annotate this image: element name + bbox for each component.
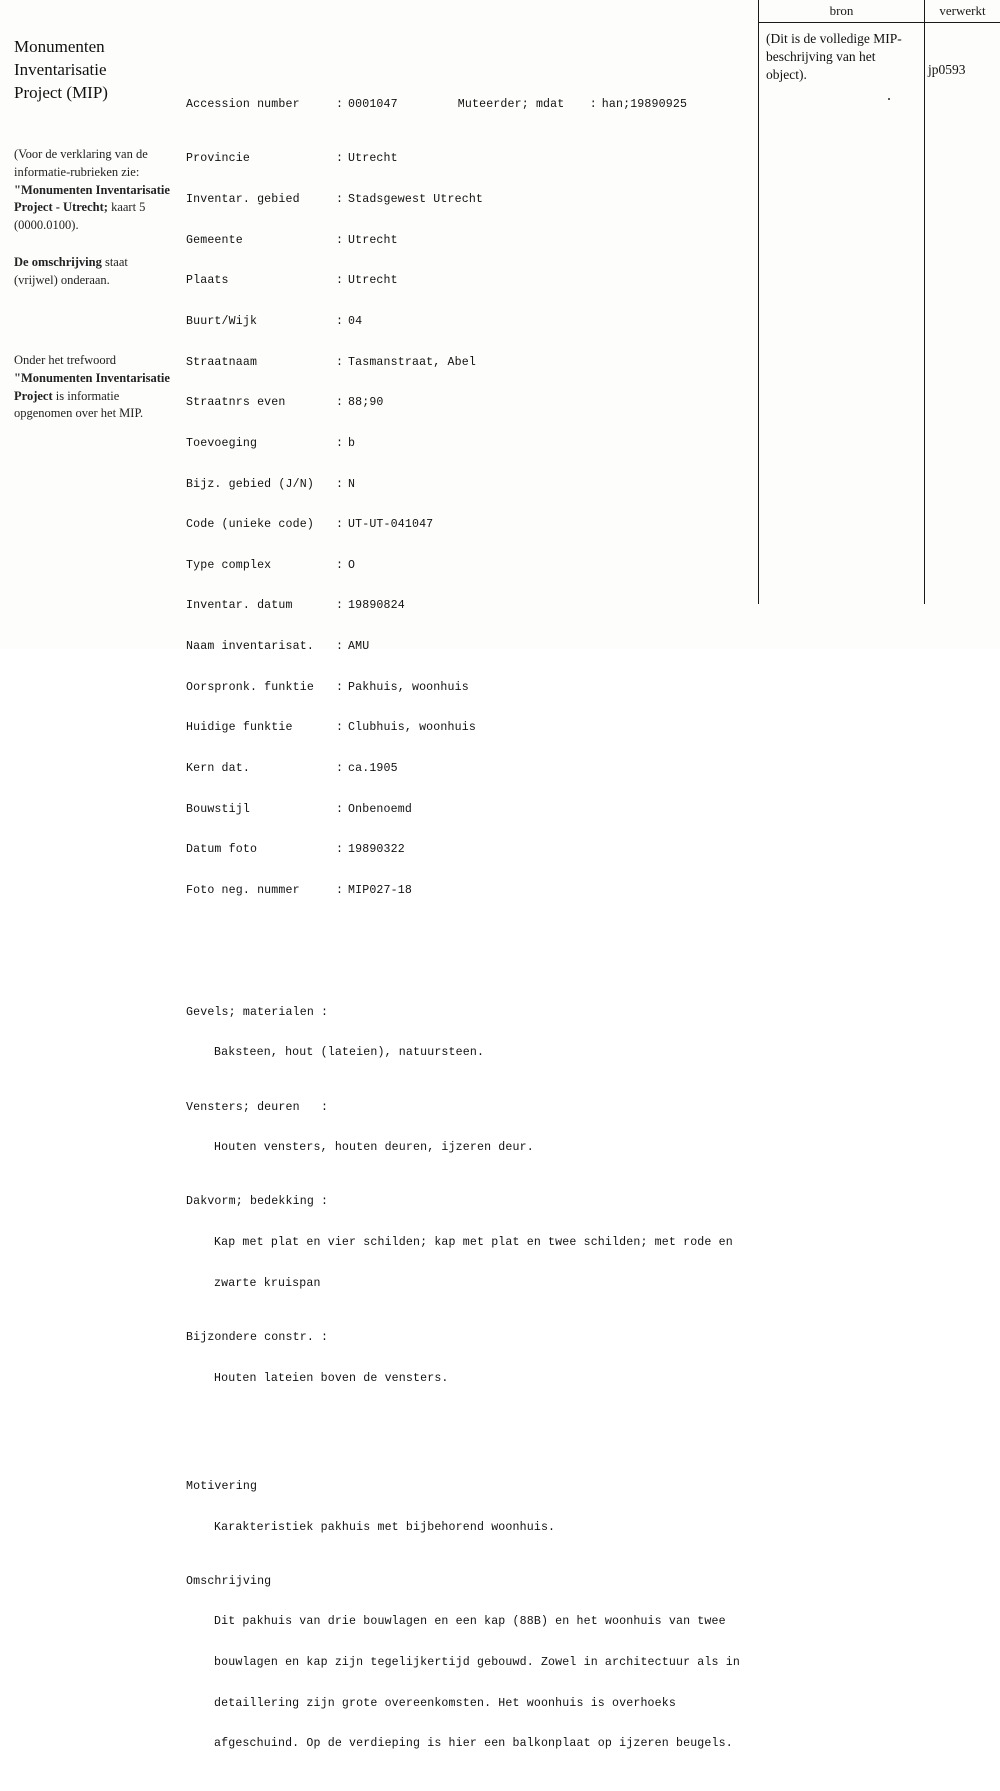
- field-label: Bijz. gebied (J/N): [186, 477, 314, 491]
- field-label: Plaats: [186, 274, 229, 288]
- page-title: [14, 36, 172, 105]
- record-field-row: [186, 518, 746, 532]
- field-separator: :: [336, 680, 344, 694]
- field-separator: :: [336, 396, 344, 410]
- field-label: Naam inventarisat.: [186, 640, 314, 654]
- record-field-row: [186, 315, 746, 329]
- record-field-row: [186, 152, 746, 166]
- omschrijving-line: afgeschuind. Op de verdieping is hier een balkonplaat op ijzeren beugels.: [214, 1737, 733, 1751]
- note-keyword-bold: "Monumenten Inventarisatie Project: [14, 370, 170, 403]
- field-separator: :: [336, 640, 344, 654]
- field-label: Straatnrs even: [186, 396, 286, 410]
- record-field-row: [186, 274, 746, 288]
- field-separator: :: [336, 761, 344, 775]
- record-field-row: [186, 356, 746, 370]
- record-field-row: [186, 681, 746, 695]
- field-value: Pakhuis, woonhuis: [348, 680, 469, 694]
- field-value: Utrecht: [348, 152, 398, 166]
- spacer: [186, 938, 746, 952]
- field-label: Type complex: [186, 558, 272, 572]
- sidebar-table: [758, 0, 1000, 604]
- note-description: [14, 254, 170, 290]
- record-field-row: [186, 640, 746, 654]
- field-separator: :: [336, 477, 344, 491]
- field-separator: :: [336, 843, 344, 857]
- field-value: Stadsgewest Utrecht: [348, 193, 484, 207]
- record-field-row: [186, 721, 746, 735]
- column-header-verwerkt: verwerkt: [939, 3, 986, 18]
- table-header-rule: [758, 22, 1000, 23]
- record-field-row: [186, 762, 746, 776]
- field-label: Provincie: [186, 152, 250, 166]
- note-explanation: [14, 146, 170, 235]
- record-body: [186, 44, 746, 1791]
- mutation-label: Muteerder; mdat: [457, 98, 565, 112]
- record-field-row: [186, 193, 746, 207]
- note-keyword-tail: is informatie opgenomen over het MIP.: [14, 388, 144, 421]
- spacer: [186, 1426, 746, 1440]
- note-explanation-bold: "Monumenten Inventarisatie Project - Utrecht;: [14, 182, 170, 215]
- field-label: Inventar. gebied: [186, 193, 300, 207]
- omschrijving-line: bouwlagen en kap zijn tegelijkertijd gebouwd. Zowel in architectuur als in: [214, 1655, 740, 1669]
- record-field-row: [186, 98, 746, 112]
- field-separator: :: [336, 883, 344, 897]
- record-field-row: [186, 478, 746, 492]
- field-value: Clubhuis, woonhuis: [348, 721, 476, 735]
- verwerkt-cell-value: jp0593: [928, 62, 966, 77]
- field-value: 19890322: [348, 843, 405, 857]
- page-title-line-3: Project (MIP): [14, 82, 108, 102]
- bron-cell-text: (Dit is de volledige MIP-beschrijving van het object).: [766, 31, 902, 83]
- motivering-line: Karakteristiek pakhuis met bijbehorend woonhuis.: [214, 1520, 556, 1534]
- note-explanation-tail: kaart 5 (0000.0100).: [14, 200, 146, 232]
- field-separator: :: [336, 314, 344, 328]
- section-line: Baksteen, hout (lateien), natuursteen.: [214, 1046, 485, 1060]
- page-title-line-2: Inventarisatie: [14, 59, 107, 79]
- field-separator: :: [336, 518, 344, 532]
- field-label: Buurt/Wijk: [186, 314, 258, 328]
- section-heading: Vensters; deuren :: [186, 1100, 329, 1114]
- section-line: Houten vensters, houten deuren, ijzeren deur.: [214, 1141, 534, 1155]
- table-vertical-rule-middle: [924, 0, 925, 604]
- field-value: ca.1905: [348, 761, 398, 775]
- field-separator: :: [336, 436, 344, 450]
- record-field-row: [186, 803, 746, 817]
- field-separator: :: [336, 274, 344, 288]
- field-separator: :: [336, 152, 344, 166]
- field-label: Inventar. datum: [186, 599, 293, 613]
- record-field-row: [186, 599, 746, 613]
- field-value: Onbenoemd: [348, 802, 412, 816]
- section-line: zwarte kruispan: [214, 1276, 321, 1290]
- record-field-row: [186, 437, 746, 451]
- field-label: Straatnaam: [186, 355, 258, 369]
- field-separator: :: [336, 558, 344, 572]
- record-field-row: [186, 843, 746, 857]
- note-keyword: [14, 352, 170, 423]
- note-description-bold: De omschrijving: [14, 255, 102, 269]
- field-value: 04: [348, 314, 363, 328]
- page-title-line-1: Monumenten: [14, 37, 105, 56]
- field-value: 19890824: [348, 599, 405, 613]
- section-line: Kap met plat en vier schilden; kap met plat en twee schilden; met rode en: [214, 1236, 733, 1250]
- omschrijving-heading: Omschrijving: [186, 1574, 272, 1588]
- field-label: Accession number: [186, 98, 300, 112]
- field-separator: :: [336, 193, 344, 207]
- field-separator: :: [336, 599, 344, 613]
- record-field-row: [186, 234, 746, 248]
- field-label: Kern dat.: [186, 761, 250, 775]
- field-value: Utrecht: [348, 274, 398, 288]
- column-header-bron: bron: [829, 3, 854, 18]
- section-heading: Gevels; materialen :: [186, 1005, 329, 1019]
- section-heading: Bijzondere constr. :: [186, 1330, 329, 1344]
- field-label: Huidige funktie: [186, 721, 293, 735]
- field-separator: :: [336, 802, 344, 816]
- field-value: Utrecht: [348, 233, 398, 247]
- record-field-row: [186, 559, 746, 573]
- field-value: MIP027-18: [348, 883, 412, 897]
- field-value: 88;90: [348, 396, 384, 410]
- omschrijving-line: Dit pakhuis van drie bouwlagen en een kap (88B) en het woonhuis van twee: [214, 1615, 726, 1629]
- motivering-heading: Motivering: [186, 1479, 258, 1493]
- field-label: Toevoeging: [186, 436, 258, 450]
- field-separator: :: [336, 233, 344, 247]
- scan-speck: [888, 98, 890, 100]
- omschrijving-line: detaillering zijn grote overeenkomsten. Het woonhuis is overhoeks: [214, 1696, 676, 1710]
- field-value: N: [348, 477, 356, 491]
- field-label: Foto neg. nummer: [186, 883, 300, 897]
- table-vertical-rule-left: [758, 0, 759, 604]
- record-field-row: [186, 884, 746, 898]
- note-keyword-head: Onder het trefwoord: [14, 353, 117, 367]
- field-value: Tasmanstraat, Abel: [348, 355, 476, 369]
- field-separator: :: [336, 355, 344, 369]
- left-annotation-column: [14, 36, 172, 421]
- field-value: 0001047: [348, 98, 398, 112]
- record-field-row: [186, 396, 746, 410]
- mutation-value: han;19890925: [601, 98, 688, 112]
- field-label: Oorspronk. funktie: [186, 680, 314, 694]
- field-label: Bouwstijl: [186, 802, 250, 816]
- field-label: Datum foto: [186, 843, 258, 857]
- field-label: Gemeente: [186, 233, 243, 247]
- mutation-separator: :: [589, 98, 597, 112]
- field-label: Code (unieke code): [186, 518, 314, 532]
- note-explanation-intro: (Voor de verklaring van de informatie-rubrieken zie:: [14, 147, 148, 179]
- section-heading: Dakvorm; bedekking :: [186, 1195, 329, 1209]
- field-value: O: [348, 558, 356, 572]
- field-separator: :: [336, 721, 344, 735]
- field-separator: :: [336, 98, 344, 112]
- field-value: AMU: [348, 640, 370, 654]
- note-description-tail: staat (vrijwel) onderaan.: [14, 255, 128, 287]
- section-line: Houten lateien boven de vensters.: [214, 1371, 449, 1385]
- field-value: b: [348, 436, 356, 450]
- field-value: UT-UT-041047: [348, 518, 434, 532]
